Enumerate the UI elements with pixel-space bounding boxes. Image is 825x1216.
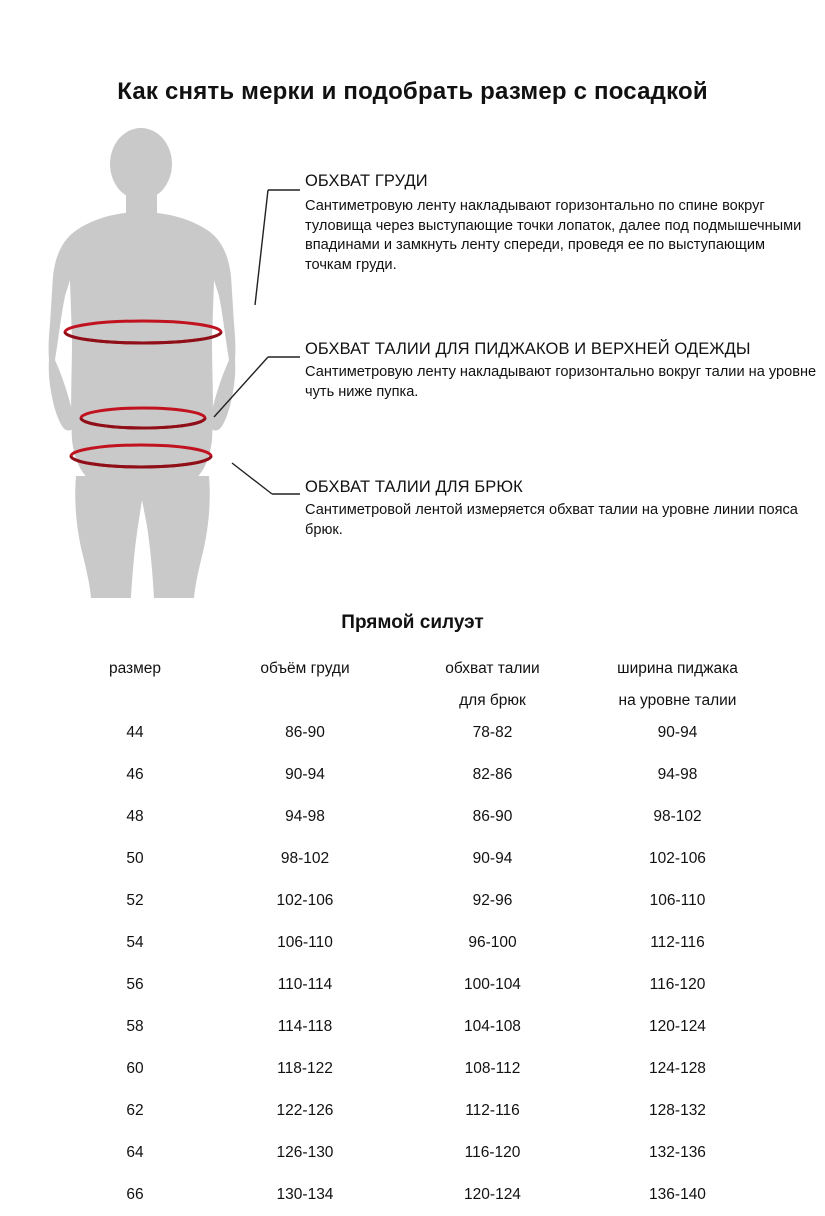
table-caption: Прямой силуэт (341, 612, 484, 633)
cell-chest: 94-98 (285, 808, 325, 825)
body-silhouette (49, 128, 236, 598)
callout-chest-heading: ОБХВАТ ГРУДИ (305, 172, 428, 190)
page-title: Как снять мерки и подобрать размер с посадкой (117, 78, 708, 105)
cell-size: 48 (126, 808, 144, 825)
cell-chest: 130-134 (276, 1186, 334, 1203)
cell-waist: 78-82 (472, 724, 513, 741)
cell-chest: 110-114 (277, 976, 333, 993)
table-row (60, 1006, 770, 1048)
cell-size: 60 (126, 1060, 144, 1077)
cell-waist: 108-112 (464, 1060, 521, 1077)
cell-jacket: 106-110 (649, 892, 706, 909)
cell-waist: 90-94 (472, 850, 513, 867)
cell-jacket: 128-132 (649, 1102, 706, 1119)
cell-chest: 126-130 (276, 1144, 334, 1161)
table-row (60, 964, 770, 1006)
cell-jacket: 116-120 (649, 976, 706, 993)
cell-waist: 112-116 (465, 1102, 520, 1119)
cell-jacket: 90-94 (657, 724, 698, 741)
cell-jacket: 124-128 (649, 1060, 706, 1077)
table-row (60, 754, 770, 796)
cell-size: 64 (126, 1144, 144, 1161)
cell-waist: 82-86 (472, 766, 513, 783)
callout-chest-text: Сантиметровую ленту накладывают горизонтально по спине вокруг туловища через выступающие точки лопаток, далее под подмышечными впадинами и замкнуть ленту спереди, проведя ее по выступающим точкам груди. (305, 198, 802, 274)
callout-waist-jacket (305, 340, 820, 402)
column-header-size: размер (108, 660, 162, 677)
size-table (60, 660, 770, 1216)
cell-size: 50 (126, 850, 144, 867)
table-row (60, 922, 770, 964)
table-row (60, 796, 770, 838)
callout-chest (305, 172, 810, 276)
cell-chest: 106-110 (277, 934, 333, 951)
cell-chest: 122-126 (276, 1102, 334, 1119)
cell-chest: 102-106 (276, 892, 334, 909)
body-figure-illustration (28, 128, 298, 598)
cell-jacket: 136-140 (649, 1186, 706, 1203)
cell-size: 56 (126, 976, 144, 993)
callout-waist-jacket-heading: ОБХВАТ ТАЛИИ ДЛЯ ПИДЖАКОВ И ВЕРХНЕЙ ОДЕЖДЫ (305, 340, 751, 358)
callout-waist-trousers-text: Сантиметровой лентой измеряется обхват талии на уровне линии пояса брюк. (305, 502, 798, 538)
cell-size: 54 (126, 934, 144, 951)
cell-waist: 120-124 (464, 1186, 521, 1203)
cell-waist: 104-108 (464, 1018, 521, 1035)
column-header-jacket-width: ширина пиджака на уровне талии (617, 660, 738, 709)
table-row (60, 1090, 770, 1132)
cell-chest: 98-102 (280, 850, 330, 867)
column-header-chest: объём груди (260, 660, 350, 677)
cell-chest: 118-122 (277, 1060, 333, 1077)
cell-chest: 90-94 (285, 766, 325, 783)
cell-size: 46 (126, 766, 144, 783)
cell-jacket: 120-124 (649, 1018, 706, 1035)
column-header-waist-trousers: обхват талии для брюк (445, 660, 540, 709)
cell-waist: 96-100 (468, 934, 517, 951)
table-row (60, 1048, 770, 1090)
callout-waist-jacket-text: Сантиметровую ленту накладывают горизонтально вокруг талии на уровне чуть ниже пупка. (305, 364, 817, 400)
cell-jacket: 102-106 (649, 850, 706, 867)
cell-size: 58 (126, 1018, 144, 1035)
cell-chest: 114-118 (277, 1018, 333, 1035)
cell-size: 62 (126, 1102, 144, 1119)
cell-chest: 86-90 (285, 724, 325, 741)
table-row (60, 1132, 770, 1174)
cell-size: 66 (126, 1186, 144, 1203)
table-header-row (60, 660, 770, 712)
cell-waist: 116-120 (464, 1144, 521, 1161)
table-row (60, 880, 770, 922)
cell-size: 52 (126, 892, 144, 909)
callout-waist-trousers (305, 478, 805, 540)
cell-waist: 92-96 (472, 892, 513, 909)
cell-waist: 86-90 (472, 808, 513, 825)
cell-jacket: 132-136 (649, 1144, 706, 1161)
table-row (60, 1174, 770, 1216)
cell-jacket: 98-102 (653, 808, 702, 825)
cell-jacket: 94-98 (657, 766, 698, 783)
cell-size: 44 (126, 724, 144, 741)
table-row (60, 838, 770, 880)
cell-waist: 100-104 (464, 976, 521, 993)
table-row (60, 712, 770, 754)
cell-jacket: 112-116 (650, 934, 705, 951)
callout-waist-trousers-heading: ОБХВАТ ТАЛИИ ДЛЯ БРЮК (305, 478, 523, 496)
